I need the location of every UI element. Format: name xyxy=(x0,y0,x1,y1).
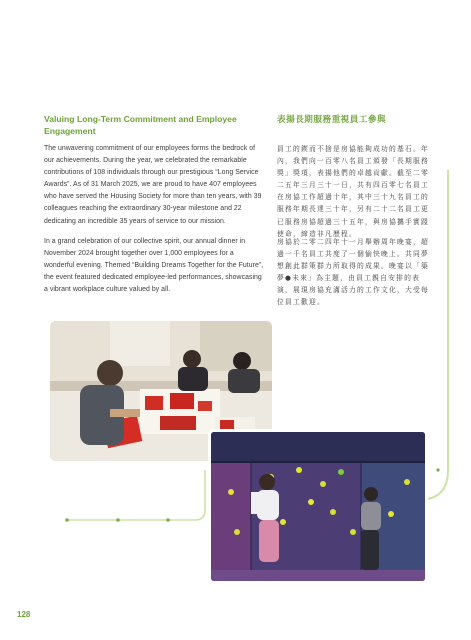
section-heading-zh: 表揚長期服務重視員工參與 xyxy=(277,114,387,124)
page-number: 128 xyxy=(17,610,31,619)
climbing-photo xyxy=(208,429,428,584)
paragraph-en-1: The unwavering commitment of our employees forms the bedrock of our achievements. During the year, we celebrated the remarkable contributions of 108 individuals through our prestigious “Long Service Awards”. As of 31 March 2025, we are proud to have 407 employees who have served the Housing Society for more than ten years, with 39 colleagues reaching the extraordinary 30-year milestone and 22 dedicating an incredible 35 years of service to our mission. xyxy=(44,145,262,225)
paragraph-zh-2: 房協於二零二四年十一月舉辦周年晚宴，超過一千名員工共度了一個愉快晚上。共同夢想創此群策群力所取得的成果。晚宴以「築夢●未來」為主題，由員工親自安排的表演，展現房協充滿活力的工作文化，大受每位員工歡迎。 xyxy=(277,238,429,307)
paragraph-en-2: In a grand celebration of our collective spirit, our annual dinner in November 2024 brought together over 1,000 employees for a wonderful evening. Themed “Building Dreams Together for the Future”, the event featured dedicated employee-led performances, showcasing a vibrant workplace culture valued by all. xyxy=(44,238,264,294)
section-heading-en: Valuing Long-Term Commitment and Employee Engagement xyxy=(44,114,237,136)
paragraph-zh-1: 員工的鍥而不捨是房協能夠成功的基石。年內，我們向一百零八名員工頒發「長期服務獎」獎項，表揚他們的卓越貢獻。截至二零二五年三月三十一日，共有四百零七名員工在房協工作超過十年，其中三十九名員工的服務年期長達三十年，另有二十二名員工更已服務房協超過三十五年，與房協攜手實踐使命，締造非凡歷程。 xyxy=(277,145,429,238)
